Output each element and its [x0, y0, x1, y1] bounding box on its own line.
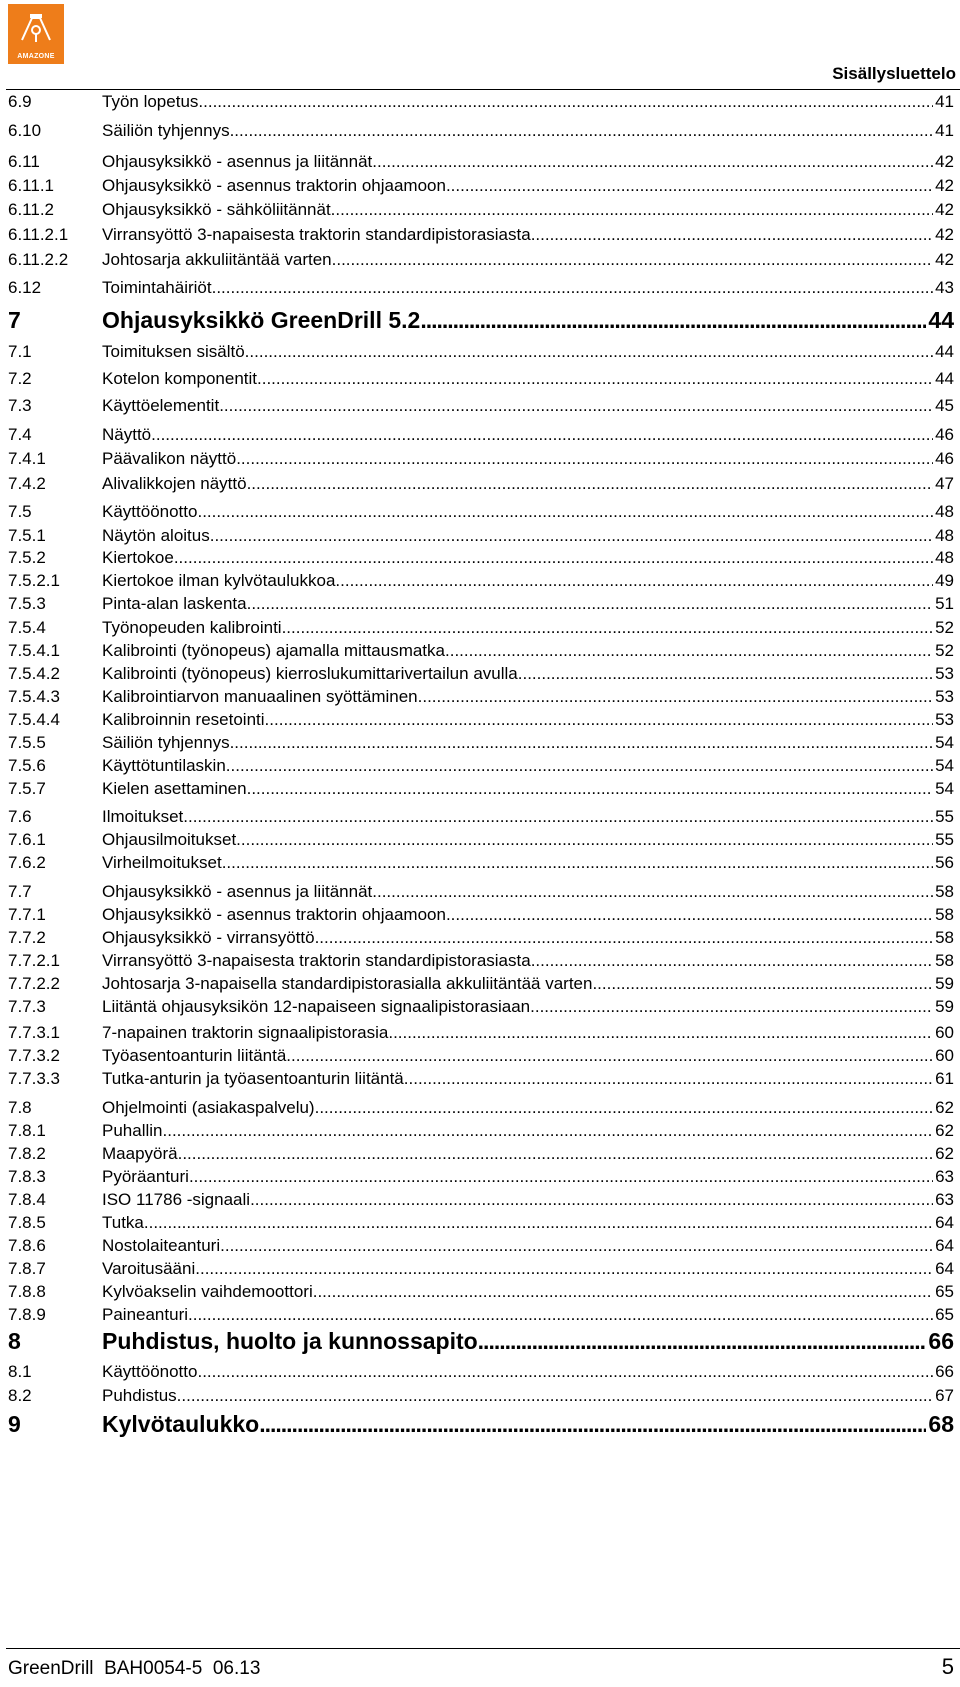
toc-entry[interactable]	[8, 450, 954, 467]
toc-entry-title: Ohjausyksikkö - sähköliitännät	[102, 200, 331, 219]
toc-dot-leader	[446, 906, 933, 923]
toc-dot-leader	[530, 998, 933, 1015]
toc-entry-page: 66	[928, 1328, 954, 1354]
toc-entry-page: 43	[935, 278, 954, 297]
toc-entry-number: 7.5.2.1	[8, 571, 60, 590]
toc-entry[interactable]	[8, 780, 954, 797]
toc-entry-number: 7.8	[8, 1098, 32, 1117]
toc-entry-title: Päävalikon näyttö	[102, 449, 237, 468]
toc-entry[interactable]	[8, 1260, 954, 1277]
toc-entry-title: Ilmoitukset	[102, 807, 184, 826]
toc-entry[interactable]	[8, 1168, 954, 1185]
toc-entry[interactable]	[8, 226, 954, 243]
toc-entry-title: Kiertokoe ilman kylvötaulukkoa	[102, 571, 336, 590]
toc-entry-number: 7.1	[8, 342, 32, 361]
toc-entry-title: Pinta-alan laskenta	[102, 594, 247, 613]
toc-entry-page: 53	[935, 687, 954, 706]
toc-entry-number: 8.1	[8, 1362, 32, 1381]
toc-entry-title: Ohjelmointi (asiakaspalvelu)	[102, 1098, 315, 1117]
toc-entry-number: 7.5.4.2	[8, 664, 60, 683]
toc-dot-leader	[420, 309, 926, 332]
toc-dot-leader	[388, 1024, 933, 1041]
toc-dot-leader	[197, 503, 933, 520]
toc-entry-title: Näytön aloitus	[102, 526, 210, 545]
toc-entry-number: 7.7.2	[8, 928, 46, 947]
toc-entry-title: Kalibrointiarvon manuaalinen syöttäminen	[102, 687, 418, 706]
toc-entry[interactable]	[8, 688, 954, 705]
toc-dot-leader	[212, 279, 933, 296]
toc-entry-page: 54	[935, 733, 954, 752]
toc-entry-page: 42	[935, 225, 954, 244]
toc-entry-number: 7.7.2.1	[8, 951, 60, 970]
toc-entry[interactable]	[8, 503, 954, 520]
toc-entry[interactable]	[8, 1237, 954, 1254]
toc-entry-number: 7.5.4	[8, 618, 46, 637]
toc-entry-page: 46	[935, 425, 954, 444]
toc-entry-number: 7.6.2	[8, 853, 46, 872]
toc-entry-page: 52	[935, 641, 954, 660]
header-divider	[6, 89, 960, 90]
toc-entry[interactable]	[8, 883, 954, 900]
toc-entry-page: 51	[935, 594, 954, 613]
toc-entry-number: 7.8.2	[8, 1144, 46, 1163]
toc-entry-number: 7.5.7	[8, 779, 46, 798]
toc-dot-leader	[332, 251, 933, 268]
toc-dot-leader	[222, 854, 933, 871]
toc-chapter-entry[interactable]	[8, 1413, 954, 1436]
toc-entry-number: 7.5.6	[8, 756, 46, 775]
toc-dot-leader	[247, 475, 934, 492]
toc-entry-title: Varoitusääni	[102, 1259, 196, 1278]
toc-entry-title: Tutka-anturin ja työasentoanturin liitäntä	[102, 1069, 404, 1088]
toc-entry-page: 66	[935, 1362, 954, 1381]
toc-entry-number: 7.4.2	[8, 474, 46, 493]
toc-entry-page: 46	[935, 449, 954, 468]
toc-dot-leader	[230, 122, 934, 139]
toc-entry-title: Nostolaiteanturi	[102, 1236, 221, 1255]
toc-entry-title: Käyttöönotto	[102, 502, 198, 521]
toc-entry[interactable]	[8, 619, 954, 636]
toc-dot-leader	[198, 93, 933, 110]
toc-dot-leader	[592, 975, 933, 992]
toc-entry-page: 67	[935, 1386, 954, 1405]
toc-entry[interactable]	[8, 1099, 954, 1116]
toc-entry-page: 56	[935, 853, 954, 872]
toc-entry-title: Kalibrointi (työnopeus) ajamalla mittausmatka	[102, 641, 445, 660]
toc-entry-number: 7	[8, 307, 21, 333]
toc-dot-leader	[331, 201, 933, 218]
toc-dot-leader	[236, 831, 933, 848]
toc-dot-leader	[445, 642, 933, 659]
toc-entry-title: Kylvöakselin vaihdemoottori	[102, 1282, 313, 1301]
toc-dot-leader	[418, 688, 933, 705]
toc-entry-number: 7.5.4.4	[8, 710, 60, 729]
toc-entry[interactable]	[8, 734, 954, 751]
toc-entry[interactable]	[8, 1306, 954, 1323]
toc-entry-number: 7.8.8	[8, 1282, 46, 1301]
toc-dot-leader	[151, 426, 933, 443]
logo-wordmark: AMAZONE	[17, 53, 55, 60]
toc-entry-title: Toimituksen sisältö	[102, 342, 245, 361]
toc-entry[interactable]	[8, 831, 954, 848]
toc-entry-page: 65	[935, 1282, 954, 1301]
toc-entry[interactable]	[8, 370, 954, 387]
toc-dot-leader	[178, 1145, 933, 1162]
toc-dot-leader	[210, 527, 933, 544]
toc-entry-page: 60	[935, 1023, 954, 1042]
toc-entry-page: 42	[935, 250, 954, 269]
toc-entry[interactable]	[8, 975, 954, 992]
toc-dot-leader	[446, 177, 933, 194]
toc-entry-number: 9	[8, 1411, 21, 1437]
toc-dot-leader	[247, 595, 933, 612]
toc-entry-number: 8	[8, 1328, 21, 1354]
toc-entry-page: 64	[935, 1213, 954, 1232]
toc-entry[interactable]	[8, 177, 954, 194]
toc-entry-page: 64	[935, 1259, 954, 1278]
toc-dot-leader	[259, 1413, 926, 1436]
footer-document-id: GreenDrill BAH0054-5 06.13	[8, 1658, 261, 1679]
toc-entry[interactable]	[8, 808, 954, 825]
toc-entry-page: 42	[935, 176, 954, 195]
toc-dot-leader	[531, 226, 933, 243]
toc-entry-number: 7.7.3.1	[8, 1023, 60, 1042]
toc-entry-number: 7.2	[8, 369, 32, 388]
toc-entry-number: 7.5	[8, 502, 32, 521]
toc-entry-number: 7.8.7	[8, 1259, 46, 1278]
toc-entry-number: 7.5.3	[8, 594, 46, 613]
toc-entry-page: 58	[935, 882, 954, 901]
toc-entry-title: Liitäntä ohjausyksikön 12-napaiseen signaalipistorasiaan	[102, 997, 531, 1016]
toc-entry-number: 7.8.5	[8, 1213, 46, 1232]
footer-divider	[6, 1648, 960, 1649]
toc-entry-number: 7.4	[8, 425, 32, 444]
toc-entry-number: 6.11.2	[8, 200, 55, 219]
toc-entry[interactable]	[8, 572, 954, 589]
toc-entry[interactable]	[8, 1024, 954, 1041]
toc-entry-title: Toimintahäiriöt	[102, 278, 212, 297]
toc-entry-title: Maapyörä	[102, 1144, 178, 1163]
toc-dot-leader	[188, 1306, 933, 1323]
toc-entry-page: 52	[935, 618, 954, 637]
toc-entry-page: 53	[935, 710, 954, 729]
toc-entry-title: Alivalikkojen näyttö	[102, 474, 247, 493]
toc-entry[interactable]	[8, 998, 954, 1015]
toc-entry-title: Ohjausyksikkö - asennus ja liitännät	[102, 882, 373, 901]
toc-entry-page: 68	[928, 1411, 954, 1437]
toc-entry-title: Työnopeuden kalibrointi	[102, 618, 282, 637]
toc-entry[interactable]	[8, 1047, 954, 1064]
toc-entry-number: 7.4.1	[8, 449, 46, 468]
toc-entry[interactable]	[8, 549, 954, 566]
toc-entry-page: 55	[935, 807, 954, 826]
toc-dot-leader	[177, 1387, 933, 1404]
toc-dot-leader	[372, 883, 933, 900]
toc-dot-leader	[372, 153, 933, 170]
toc-entry-title: Kylvötaulukko	[102, 1411, 260, 1437]
toc-entry-title: Ohjausyksikkö - asennus ja liitännät	[102, 152, 373, 171]
toc-dot-leader	[335, 572, 933, 589]
toc-entry-page: 58	[935, 928, 954, 947]
toc-entry[interactable]	[8, 952, 954, 969]
toc-entry-number: 6.11	[8, 152, 40, 171]
toc-entry-number: 7.7.3.3	[8, 1069, 60, 1088]
toc-entry-title: Käyttöönotto	[102, 1362, 198, 1381]
toc-entry-page: 62	[935, 1098, 954, 1117]
toc-entry-page: 62	[935, 1144, 954, 1163]
toc-entry[interactable]	[8, 906, 954, 923]
toc-dot-leader	[219, 397, 933, 414]
toc-entry-page: 58	[935, 905, 954, 924]
toc-entry-title: Näyttö	[102, 425, 152, 444]
toc-entry[interactable]	[8, 343, 954, 360]
toc-entry[interactable]	[8, 1122, 954, 1139]
toc-entry-page: 63	[935, 1190, 954, 1209]
toc-entry-page: 41	[935, 121, 954, 140]
toc-entry[interactable]	[8, 153, 954, 170]
toc-entry-title: Kalibroinnin resetointi	[102, 710, 265, 729]
toc-entry-title: Puhallin	[102, 1121, 163, 1140]
toc-entry-title: Johtosarja akkuliitäntää varten	[102, 250, 332, 269]
toc-entry-number: 7.5.5	[8, 733, 46, 752]
page-header-title: Sisällysluettelo	[832, 64, 956, 83]
toc-dot-leader	[226, 757, 933, 774]
toc-entry-title: Ohjausyksikkö - asennus traktorin ohjaamoon	[102, 905, 446, 924]
toc-entry-page: 58	[935, 951, 954, 970]
toc-entry-title: Kiertokoe	[102, 548, 174, 567]
toc-entry[interactable]	[8, 201, 954, 218]
toc-entry-page: 62	[935, 1121, 954, 1140]
toc-chapter-entry[interactable]	[8, 309, 954, 332]
toc-entry[interactable]	[8, 279, 954, 296]
toc-entry-page: 42	[935, 200, 954, 219]
toc-entry-number: 7.3	[8, 396, 32, 415]
toc-entry-title: Paineanturi	[102, 1305, 189, 1324]
toc-dot-leader	[230, 734, 934, 751]
toc-entry-page: 44	[935, 342, 954, 361]
toc-entry-page: 63	[935, 1167, 954, 1186]
toc-entry-page: 55	[935, 830, 954, 849]
toc-entry-title: Ohjausyksikkö GreenDrill 5.2	[102, 307, 421, 333]
toc-entry[interactable]	[8, 426, 954, 443]
toc-entry-page: 53	[935, 664, 954, 683]
toc-entry-page: 42	[935, 152, 954, 171]
toc-entry-title: Ohjausyksikkö - virransyöttö	[102, 928, 315, 947]
toc-dot-leader	[286, 1047, 933, 1064]
toc-entry-number: 7.7.1	[8, 905, 46, 924]
toc-entry-number: 7.7.3	[8, 997, 46, 1016]
toc-entry-number: 6.9	[8, 92, 32, 111]
toc-entry-number: 7.7.2.2	[8, 974, 60, 993]
toc-entry-title: Kielen asettaminen	[102, 779, 247, 798]
toc-entry[interactable]	[8, 642, 954, 659]
toc-entry-title: Säiliön tyhjennys	[102, 733, 230, 752]
toc-dot-leader	[265, 711, 934, 728]
toc-entry[interactable]	[8, 1070, 954, 1087]
toc-dot-leader	[163, 1122, 934, 1139]
toc-entry-number: 6.12	[8, 278, 42, 297]
toc-dot-leader	[245, 343, 933, 360]
toc-entry[interactable]	[8, 854, 954, 871]
toc-entry[interactable]	[8, 1363, 954, 1380]
toc-dot-leader	[478, 1330, 927, 1353]
toc-dot-leader	[144, 1214, 933, 1231]
toc-entry-page: 48	[935, 502, 954, 521]
toc-dot-leader	[197, 1363, 933, 1380]
toc-dot-leader	[315, 1099, 933, 1116]
toc-entry-page: 61	[935, 1069, 954, 1088]
toc-entry-number: 7.5.4.1	[8, 641, 60, 660]
toc-dot-leader	[313, 1283, 933, 1300]
toc-entry[interactable]	[8, 122, 954, 139]
toc-entry-number: 7.8.9	[8, 1305, 46, 1324]
toc-entry-page: 54	[935, 756, 954, 775]
toc-entry-title: Kalibrointi (työnopeus) kierroslukumittarivertailun avulla	[102, 664, 518, 683]
toc-entry-page: 59	[935, 997, 954, 1016]
toc-entry[interactable]	[8, 1283, 954, 1300]
toc-entry-page: 65	[935, 1305, 954, 1324]
toc-entry[interactable]	[8, 397, 954, 414]
toc-entry-number: 7.8.1	[8, 1121, 46, 1140]
toc-dot-leader	[404, 1070, 933, 1087]
toc-entry[interactable]	[8, 757, 954, 774]
toc-dot-leader	[220, 1237, 933, 1254]
toc-entry-title: Johtosarja 3-napaisella standardipistorasialla akkuliitäntää varten	[102, 974, 593, 993]
toc-dot-leader	[195, 1260, 933, 1277]
toc-entry-number: 7.8.3	[8, 1167, 46, 1186]
toc-entry-title: Pyöräanturi	[102, 1167, 189, 1186]
toc-entry-title: Työn lopetus	[102, 92, 199, 111]
toc-entry[interactable]	[8, 475, 954, 492]
toc-entry-number: 6.11.2.2	[8, 250, 69, 269]
toc-entry[interactable]	[8, 595, 954, 612]
toc-entry-number: 7.7	[8, 882, 32, 901]
toc-entry-page: 54	[935, 779, 954, 798]
toc-entry-page: 60	[935, 1046, 954, 1065]
toc-dot-leader	[174, 549, 933, 566]
toc-entry[interactable]	[8, 929, 954, 946]
toc-entry-title: Virheilmoitukset	[102, 853, 222, 872]
toc-entry-title: Työasentoanturin liitäntä	[102, 1046, 287, 1065]
toc-entry-title: Ohjausyksikkö - asennus traktorin ohjaamoon	[102, 176, 446, 195]
toc-entry-page: 47	[935, 474, 954, 493]
toc-dot-leader	[315, 929, 934, 946]
toc-entry-page: 49	[935, 571, 954, 590]
toc-dot-leader	[282, 619, 934, 636]
toc-entry-number: 7.6.1	[8, 830, 46, 849]
toc-entry[interactable]	[8, 1387, 954, 1404]
toc-entry-number: 7.8.4	[8, 1190, 46, 1209]
toc-entry[interactable]	[8, 1145, 954, 1162]
footer-page-number: 5	[941, 1654, 954, 1679]
toc-entry[interactable]	[8, 1191, 954, 1208]
toc-entry[interactable]	[8, 527, 954, 544]
toc-entry-number: 6.10	[8, 121, 42, 140]
toc-dot-leader	[257, 370, 933, 387]
toc-entry-page: 48	[935, 548, 954, 567]
toc-entry[interactable]	[8, 93, 954, 110]
toc-entry-title: Kotelon komponentit	[102, 369, 257, 388]
toc-dot-leader	[247, 780, 933, 797]
toc-dot-leader	[183, 808, 933, 825]
toc-entry-number: 7.7.3.2	[8, 1046, 60, 1065]
toc-entry[interactable]	[8, 1214, 954, 1231]
toc-entry-title: Puhdistus, huolto ja kunnossapito	[102, 1328, 478, 1354]
toc-entry-page: 41	[935, 92, 954, 111]
toc-entry-page: 48	[935, 526, 954, 545]
toc-entry-title: Virransyöttö 3-napaisesta traktorin standardipistorasiasta	[102, 951, 531, 970]
toc-entry-title: Puhdistus	[102, 1386, 177, 1405]
toc-entry-page: 45	[935, 396, 954, 415]
toc-dot-leader	[531, 952, 933, 969]
sower-logo-icon	[18, 10, 54, 46]
toc-entry-number: 7.5.2	[8, 548, 46, 567]
toc-entry[interactable]	[8, 251, 954, 268]
toc-entry-page: 44	[928, 307, 954, 333]
amazone-logo	[8, 4, 64, 64]
toc-entry-title: ISO 11786 -signaali	[102, 1190, 251, 1209]
toc-entry-title: Tutka	[102, 1213, 144, 1232]
toc-entry-title: 7-napainen traktorin signaalipistorasia	[102, 1023, 389, 1042]
toc-dot-leader	[189, 1168, 933, 1185]
toc-entry-page: 44	[935, 369, 954, 388]
toc-entry-number: 8.2	[8, 1386, 32, 1405]
toc-entry-number: 7.5.1	[8, 526, 46, 545]
toc-entry-title: Säiliön tyhjennys	[102, 121, 230, 140]
toc-entry-number: 6.11.1	[8, 176, 55, 195]
toc-entry-title: Käyttöelementit	[102, 396, 220, 415]
toc-dot-leader	[236, 450, 933, 467]
toc-entry-title: Käyttötuntilaskin	[102, 756, 226, 775]
toc-entry-number: 7.8.6	[8, 1236, 46, 1255]
toc-entry[interactable]	[8, 665, 954, 682]
toc-entry-number: 7.6	[8, 807, 32, 826]
toc-entry-number: 6.11.2.1	[8, 225, 69, 244]
toc-entry-title: Ohjausilmoitukset	[102, 830, 237, 849]
toc-entry-number: 7.5.4.3	[8, 687, 60, 706]
toc-chapter-entry[interactable]	[8, 1330, 954, 1353]
toc-dot-leader	[250, 1191, 933, 1208]
toc-entry-title: Virransyöttö 3-napaisesta traktorin standardipistorasiasta	[102, 225, 531, 244]
toc-entry[interactable]	[8, 711, 954, 728]
toc-entry-page: 64	[935, 1236, 954, 1255]
toc-entry-page: 59	[935, 974, 954, 993]
toc-dot-leader	[518, 665, 933, 682]
